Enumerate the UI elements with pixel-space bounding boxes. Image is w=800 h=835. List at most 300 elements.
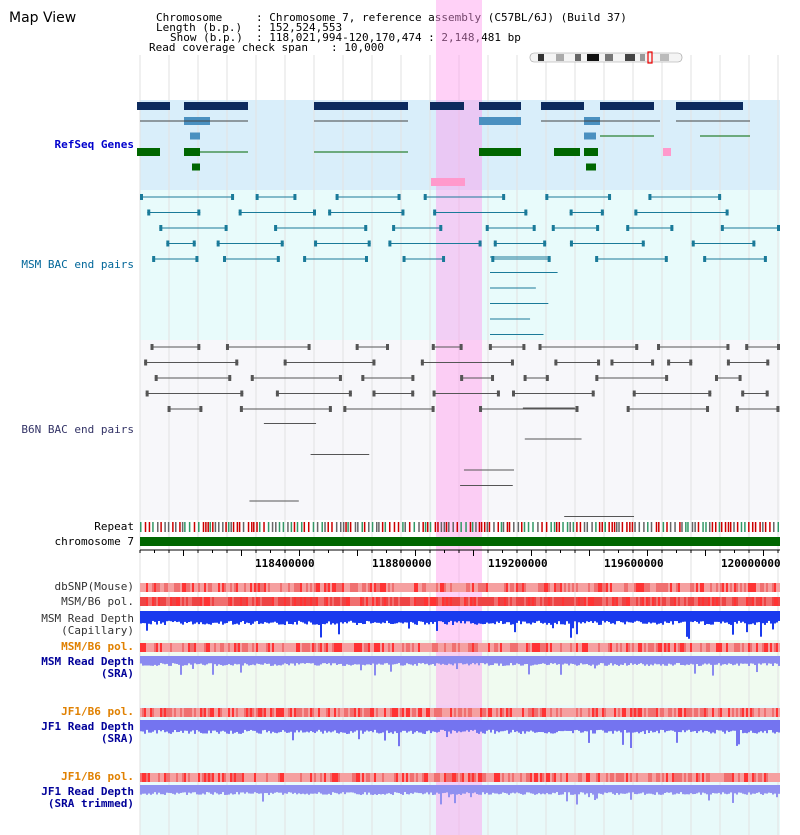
msm-depth-sra-bar bbox=[380, 656, 382, 665]
jf1-b6-pol-trimmed-mark bbox=[560, 773, 562, 782]
msm-depth-capillary-bar bbox=[296, 611, 298, 625]
info-length-value: : 152,524,553 bbox=[256, 21, 343, 34]
repeat-mark bbox=[209, 522, 211, 532]
jf1-depth-sra-bar bbox=[176, 720, 178, 732]
repeat-mark bbox=[666, 522, 668, 532]
jf1-b6-pol-trimmed-mark bbox=[446, 773, 448, 782]
jf1-depth-trimmed-bar bbox=[598, 785, 600, 793]
jf1-b6-pol-mark bbox=[164, 708, 166, 717]
jf1-depth-sra-bar bbox=[222, 720, 224, 731]
msm-b6-pol-sra-mark bbox=[546, 643, 548, 652]
jf1-b6-pol-mark bbox=[146, 708, 148, 717]
jf1-b6-pol-trimmed-mark bbox=[532, 773, 534, 782]
msm-b6-pol-sra-mark bbox=[512, 643, 514, 652]
msm-b6-pol-sra-mark bbox=[284, 643, 286, 652]
msm-depth-capillary-bar bbox=[518, 611, 520, 621]
jf1-b6-pol-trimmed-mark bbox=[650, 773, 652, 782]
jf1-depth-sra-bar bbox=[378, 720, 380, 733]
msm-b6-pol-mark bbox=[192, 597, 194, 606]
msm-b6-pol-sra-mark bbox=[306, 643, 308, 652]
msm-b6-pol-mark bbox=[720, 597, 722, 606]
jf1-b6-pol-trimmed-mark bbox=[304, 773, 306, 782]
jf1-depth-sra-bar bbox=[760, 720, 762, 731]
dbsnp-mark bbox=[208, 583, 210, 592]
msm-depth-sra-bar bbox=[696, 656, 698, 664]
jf1-depth-sra-bar bbox=[542, 720, 544, 732]
jf1-depth-sra-bar bbox=[360, 720, 362, 730]
jf1-depth-trimmed-bar bbox=[334, 785, 336, 793]
msm-b6-pol-sra-mark bbox=[332, 643, 334, 652]
msm-depth-capillary-bar bbox=[140, 611, 142, 623]
msm-depth-capillary-bar bbox=[674, 611, 676, 621]
jf1-depth-trimmed-bar bbox=[668, 785, 670, 793]
msm-b6-pol-mark bbox=[416, 597, 418, 606]
gene-exon bbox=[554, 148, 580, 156]
jf1-depth-sra-bar bbox=[448, 720, 450, 732]
jf1-depth-trimmed-bar bbox=[292, 785, 294, 794]
dbsnp-mark bbox=[704, 583, 706, 592]
b6n-bac-pair bbox=[343, 406, 346, 412]
msm-b6-pol-mark bbox=[696, 597, 698, 606]
msm-b6-pol-sra-mark bbox=[460, 643, 462, 652]
msm-b6-pol-mark bbox=[234, 597, 236, 606]
msm-b6-pol-sra-mark bbox=[384, 643, 386, 652]
jf1-b6-pol-trimmed-mark bbox=[226, 773, 228, 782]
jf1-b6-pol-mark bbox=[586, 708, 588, 717]
jf1-depth-sra-bar bbox=[388, 720, 390, 733]
msm-depth-capillary-bar bbox=[410, 611, 412, 622]
msm-depth-sra-sub-label: (SRA) bbox=[100, 667, 134, 680]
dbsnp-mark bbox=[554, 583, 556, 592]
jf1-depth-trimmed-bar bbox=[200, 785, 202, 795]
msm-depth-capillary-bar bbox=[590, 611, 592, 621]
msm-depth-capillary-bar bbox=[380, 611, 382, 624]
msm-b6-pol-sra-mark bbox=[714, 643, 716, 652]
msm-depth-sra-bar bbox=[296, 656, 298, 663]
jf1-b6-pol-mark bbox=[200, 708, 202, 717]
msm-bac-pair bbox=[764, 256, 767, 262]
msm-depth-capillary-bar bbox=[542, 611, 544, 624]
dbsnp-mark bbox=[578, 583, 580, 592]
jf1-depth-sra-bar bbox=[734, 720, 736, 731]
dbsnp-mark bbox=[594, 583, 596, 592]
msm-depth-capillary-bar bbox=[276, 611, 278, 623]
jf1-b6-pol-trimmed-mark bbox=[294, 773, 296, 782]
msm-depth-sra-bar bbox=[642, 656, 644, 664]
jf1-b6-pol-mark bbox=[646, 708, 648, 717]
msm-depth-sra-bar bbox=[706, 656, 708, 664]
jf1-depth-trimmed-bar bbox=[414, 785, 416, 792]
dbsnp-mark bbox=[606, 583, 608, 592]
jf1-depth-trimmed-bar bbox=[382, 785, 384, 794]
jf1-b6-pol-mark bbox=[752, 708, 754, 717]
jf1-b6-pol-mark bbox=[276, 708, 278, 717]
jf1-b6-pol-mark bbox=[198, 708, 200, 717]
msm-depth-capillary-bar bbox=[164, 611, 166, 625]
jf1-depth-sra-bar bbox=[418, 720, 420, 732]
b6n-bac-pair bbox=[432, 344, 435, 350]
repeat-mark bbox=[251, 522, 253, 532]
dbsnp-mark bbox=[446, 583, 448, 592]
dbsnp-mark bbox=[412, 583, 414, 592]
dbsnp-mark bbox=[324, 583, 326, 592]
jf1-depth-trimmed-bar bbox=[584, 785, 586, 795]
jf1-b6-pol-trimmed-mark bbox=[704, 773, 706, 782]
repeat-mark bbox=[487, 522, 489, 532]
ideogram-band bbox=[605, 54, 613, 61]
gene-exon bbox=[192, 164, 200, 171]
repeat-mark bbox=[248, 522, 250, 532]
b6n-bac-label: B6N BAC end pairs bbox=[21, 423, 134, 436]
jf1-b6-pol-mark bbox=[470, 708, 472, 717]
jf1-depth-trimmed-bar bbox=[330, 785, 332, 795]
msm-b6-pol-sra-mark bbox=[736, 643, 738, 652]
repeat-mark bbox=[378, 522, 380, 532]
jf1-b6-pol-trimmed-mark bbox=[338, 773, 340, 782]
msm-b6-pol-mark bbox=[310, 597, 312, 606]
msm-depth-sra-bar bbox=[480, 656, 482, 663]
dbsnp-mark bbox=[182, 583, 184, 592]
jf1-b6-pol-trimmed-mark bbox=[508, 773, 510, 782]
msm-b6-pol-sra-mark bbox=[266, 643, 268, 652]
jf1-depth-trimmed-bar bbox=[338, 785, 340, 794]
jf1-b6-pol-trimmed-mark bbox=[306, 773, 308, 782]
msm-b6-pol-mark bbox=[428, 597, 430, 606]
msm-depth-sra-bar bbox=[294, 656, 296, 666]
msm-depth-sra-bar bbox=[632, 656, 634, 665]
jf1-depth-trimmed-bar bbox=[336, 785, 338, 793]
msm-depth-sra-bar bbox=[154, 656, 156, 665]
jf1-depth-trimmed-bar bbox=[490, 785, 492, 794]
msm-b6-pol-mark bbox=[546, 597, 548, 606]
msm-b6-pol-sra-mark bbox=[662, 643, 664, 652]
jf1-depth-trimmed-bar bbox=[252, 785, 254, 794]
msm-b6-pol-mark bbox=[420, 597, 422, 606]
jf1-b6-pol-trimmed-mark bbox=[736, 773, 738, 782]
jf1-depth-trimmed-bar bbox=[434, 785, 436, 795]
msm-b6-pol-mark bbox=[774, 597, 776, 606]
jf1-depth-trimmed-bar bbox=[290, 785, 292, 793]
dbsnp-mark bbox=[374, 583, 376, 592]
msm-depth-capillary-bar bbox=[142, 611, 144, 623]
b6n-bac-pair bbox=[228, 375, 231, 381]
dbsnp-mark bbox=[246, 583, 248, 592]
repeat-mark bbox=[715, 522, 717, 532]
repeat-mark bbox=[524, 522, 526, 532]
msm-depth-capillary-bar bbox=[706, 611, 708, 624]
msm-depth-capillary-bar bbox=[318, 611, 320, 625]
jf1-depth-trimmed-bar bbox=[590, 785, 592, 793]
msm-b6-pol-mark bbox=[728, 597, 730, 606]
msm-b6-pol-mark bbox=[686, 597, 688, 606]
jf1-depth-sra-bar bbox=[682, 720, 684, 730]
dbsnp-mark bbox=[340, 583, 342, 592]
msm-depth-capillary-bar bbox=[660, 611, 662, 623]
msm-depth-capillary-bar bbox=[294, 611, 296, 622]
msm-depth-sra-bar bbox=[688, 656, 690, 665]
jf1-depth-sra-bar bbox=[184, 720, 186, 731]
msm-b6-pol-mark bbox=[238, 597, 240, 606]
msm-b6-pol-mark bbox=[674, 597, 676, 606]
jf1-depth-sra-bar bbox=[432, 720, 434, 731]
msm-b6-pol-mark bbox=[140, 597, 142, 606]
msm-b6-pol-sra-mark bbox=[772, 643, 774, 652]
jf1-b6-pol-trimmed-mark bbox=[664, 773, 666, 782]
jf1-depth-trimmed-bar bbox=[146, 785, 148, 795]
msm-depth-capillary-bar bbox=[204, 611, 206, 624]
jf1-b6-pol-mark bbox=[572, 708, 574, 717]
jf1-depth-trimmed-label: JF1 Read Depth bbox=[41, 785, 134, 798]
jf1-depth-sra-bar bbox=[242, 720, 244, 733]
jf1-depth-sra-bar bbox=[696, 720, 698, 733]
jf1-b6-pol-mark bbox=[268, 708, 270, 717]
repeat-mark bbox=[518, 522, 520, 532]
msm-depth-sra-bar bbox=[518, 656, 520, 664]
dbsnp-mark bbox=[566, 583, 568, 592]
dbsnp-mark bbox=[312, 583, 314, 592]
jf1-depth-sra-bar bbox=[586, 720, 588, 731]
jf1-b6-pol-trimmed-mark bbox=[230, 773, 232, 782]
jf1-depth-sra-bar bbox=[748, 720, 750, 732]
jf1-b6-pol-mark bbox=[416, 708, 418, 717]
jf1-depth-sra-bar bbox=[288, 720, 290, 733]
jf1-depth-trimmed-bar bbox=[404, 785, 406, 792]
msm-depth-sra-bar bbox=[242, 656, 244, 666]
msm-b6-pol-sra-mark bbox=[678, 643, 680, 652]
msm-depth-sra-bar bbox=[674, 656, 676, 665]
msm-depth-capillary-bar bbox=[180, 611, 182, 623]
msm-depth-capillary-bar bbox=[694, 611, 696, 621]
msm-b6-pol-sra-mark bbox=[320, 643, 322, 652]
jf1-depth-trimmed-bar bbox=[448, 785, 450, 797]
jf1-b6-pol-mark bbox=[218, 708, 220, 717]
dbsnp-mark bbox=[230, 583, 232, 592]
repeat-mark bbox=[737, 522, 739, 532]
jf1-depth-sra-bar bbox=[554, 720, 556, 733]
msm-depth-sra-bar bbox=[400, 656, 402, 665]
jf1-depth-trimmed-bar bbox=[408, 785, 410, 794]
msm-depth-sra-bar bbox=[362, 656, 364, 665]
jf1-depth-trimmed-bar bbox=[664, 785, 666, 793]
b6n-bac-pair bbox=[651, 360, 654, 366]
jf1-depth-trimmed-bar bbox=[262, 785, 264, 802]
repeat-mark bbox=[591, 522, 593, 532]
msm-depth-sra-bar bbox=[690, 656, 692, 664]
jf1-b6-pol-trimmed-mark bbox=[596, 773, 598, 782]
jf1-b6-pol-trimmed-mark bbox=[272, 773, 274, 782]
jf1-depth-sra-bar bbox=[316, 720, 318, 731]
msm-depth-sra-bar bbox=[312, 656, 314, 663]
jf1-b6-pol-trimmed-mark bbox=[684, 773, 686, 782]
msm-depth-capillary-bar bbox=[632, 611, 634, 623]
repeat-mark bbox=[291, 522, 293, 532]
dbsnp-mark bbox=[404, 583, 406, 592]
dbsnp-mark bbox=[252, 583, 254, 592]
jf1-depth-sra-bar bbox=[424, 720, 426, 734]
jf1-b6-pol-mark bbox=[360, 708, 362, 717]
msm-depth-sra-bar bbox=[332, 656, 334, 663]
msm-b6-pol-mark bbox=[734, 597, 736, 606]
msm-depth-capillary-bar bbox=[150, 611, 152, 624]
jf1-depth-sra-bar bbox=[210, 720, 212, 733]
jf1-b6-pol-trimmed-mark bbox=[738, 773, 740, 782]
jf1-b6-pol-trimmed-mark bbox=[232, 773, 234, 782]
dbsnp-mark bbox=[632, 583, 634, 592]
jf1-b6-pol-trimmed-mark bbox=[612, 773, 614, 782]
msm-bac-pair bbox=[274, 225, 277, 231]
jf1-depth-sra-bar bbox=[560, 720, 562, 731]
jf1-depth-trimmed-bar bbox=[214, 785, 216, 792]
dbsnp-mark bbox=[254, 583, 256, 592]
b6n-bac-pair bbox=[575, 406, 578, 412]
jf1-b6-pol-mark bbox=[708, 708, 710, 717]
jf1-depth-trimmed-bar bbox=[224, 785, 226, 795]
msm-b6-pol-sra-mark bbox=[564, 643, 566, 652]
jf1-depth-sra-bar bbox=[348, 720, 350, 734]
msm-b6-pol-sra-mark bbox=[434, 643, 436, 652]
jf1-depth-sra-bar bbox=[744, 720, 746, 733]
jf1-b6-pol-mark bbox=[450, 708, 452, 717]
jf1-depth-sra-bar bbox=[452, 720, 454, 730]
repeat-mark bbox=[452, 522, 454, 532]
jf1-depth-sra-bar bbox=[194, 720, 196, 734]
msm-depth-sra-bar bbox=[568, 656, 570, 665]
msm-b6-pol-sra-mark bbox=[742, 643, 744, 652]
msm-depth-sra-bar bbox=[570, 656, 572, 664]
msm-b6-pol-sra-mark bbox=[280, 643, 282, 652]
jf1-depth-sra-bar bbox=[466, 720, 468, 730]
msm-depth-capillary-bar bbox=[234, 611, 236, 624]
dbsnp-mark bbox=[576, 583, 578, 592]
jf1-b6-pol-trimmed-mark bbox=[346, 773, 348, 782]
msm-b6-pol-mark bbox=[282, 597, 284, 606]
msm-b6-pol-mark bbox=[188, 597, 190, 606]
jf1-depth-trimmed-bar bbox=[582, 785, 584, 793]
msm-b6-pol-mark bbox=[402, 597, 404, 606]
msm-depth-sra-bar bbox=[388, 656, 390, 665]
msm-bac-pair bbox=[543, 241, 546, 247]
repeat-mark bbox=[501, 522, 503, 532]
jf1-b6-pol-trimmed-mark bbox=[540, 773, 542, 782]
jf1-b6-pol-mark bbox=[448, 708, 450, 717]
msm-b6-pol-sra-mark bbox=[482, 643, 484, 652]
msm-depth-sra-bar bbox=[298, 656, 300, 664]
msm-b6-pol-sra-mark bbox=[658, 643, 660, 652]
jf1-b6-pol-trimmed-mark bbox=[692, 773, 694, 782]
msm-b6-pol-mark bbox=[538, 597, 540, 606]
dbsnp-mark bbox=[756, 583, 758, 592]
jf1-b6-pol-mark bbox=[672, 708, 674, 717]
msm-depth-capillary-bar bbox=[510, 611, 512, 625]
jf1-depth-sra-bar bbox=[728, 720, 730, 732]
dbsnp-mark bbox=[416, 583, 418, 592]
msm-bac-pair bbox=[548, 256, 551, 262]
jf1-b6-pol-mark bbox=[370, 708, 372, 717]
dbsnp-mark bbox=[426, 583, 428, 592]
msm-b6-pol-mark bbox=[210, 597, 212, 606]
msm-bac-pair bbox=[670, 225, 673, 231]
jf1-b6-pol-trimmed-mark bbox=[204, 773, 206, 782]
msm-depth-sra-bar bbox=[406, 656, 408, 663]
jf1-b6-pol-mark bbox=[280, 708, 282, 717]
dbsnp-mark bbox=[244, 583, 246, 592]
jf1-depth-sra-bar bbox=[612, 720, 614, 734]
jf1-b6-pol-mark bbox=[640, 708, 642, 717]
msm-b6-pol-sra-mark bbox=[182, 643, 184, 652]
jf1-depth-trimmed-bar bbox=[682, 785, 684, 794]
jf1-b6-pol-trimmed-mark bbox=[716, 773, 718, 782]
msm-b6-pol-mark bbox=[336, 597, 338, 606]
msm-b6-pol-mark bbox=[230, 597, 232, 606]
jf1-depth-sra-bar bbox=[580, 720, 582, 733]
msm-b6-pol-sra-mark bbox=[654, 643, 656, 652]
dbsnp-mark bbox=[624, 583, 626, 592]
jf1-b6-pol-trimmed-mark bbox=[552, 773, 554, 782]
b6n-bac-pair bbox=[226, 344, 229, 350]
msm-b6-pol-sra-mark bbox=[566, 643, 568, 652]
repeat-mark bbox=[345, 522, 347, 532]
msm-b6-pol-mark bbox=[352, 597, 354, 606]
jf1-b6-pol-mark bbox=[634, 708, 636, 717]
dbsnp-mark bbox=[380, 583, 382, 592]
msm-depth-capillary-bar bbox=[160, 611, 162, 624]
dbsnp-mark bbox=[580, 583, 582, 592]
jf1-b6-pol-trimmed-mark bbox=[762, 773, 764, 782]
msm-depth-capillary-bar bbox=[652, 611, 654, 623]
dbsnp-mark bbox=[394, 583, 396, 592]
msm-b6-pol-mark bbox=[542, 597, 544, 606]
repeat-mark bbox=[448, 522, 450, 532]
dbsnp-mark bbox=[634, 583, 636, 592]
jf1-b6-pol-trimmed-mark bbox=[708, 773, 710, 782]
msm-depth-sra-bar bbox=[746, 656, 748, 664]
msm-b6-pol-sra-mark bbox=[396, 643, 398, 652]
msm-b6-pol-sra-mark bbox=[514, 643, 516, 652]
jf1-b6-pol-trimmed-mark bbox=[464, 773, 466, 782]
jf1-b6-pol-mark bbox=[722, 708, 724, 717]
jf1-depth-sra-bar bbox=[192, 720, 194, 730]
dbsnp-mark bbox=[226, 583, 228, 592]
msm-b6-pol-sra-mark bbox=[328, 643, 330, 652]
msm-depth-capillary-bar bbox=[558, 611, 560, 621]
jf1-b6-pol-trimmed-mark bbox=[608, 773, 610, 782]
msm-b6-pol-mark bbox=[324, 597, 326, 606]
msm-depth-sra-bar bbox=[604, 656, 606, 666]
jf1-b6-pol-trimmed-mark bbox=[534, 773, 536, 782]
jf1-depth-trimmed-bar bbox=[694, 785, 696, 794]
jf1-b6-pol-trimmed-mark bbox=[292, 773, 294, 782]
jf1-b6-pol-mark bbox=[438, 708, 440, 717]
jf1-depth-trimmed-bar bbox=[544, 785, 546, 794]
msm-b6-pol-sra-mark bbox=[454, 643, 456, 652]
msm-b6-pol-sra-mark bbox=[214, 643, 216, 652]
dbsnp-mark bbox=[330, 583, 332, 592]
msm-depth-capillary-bar bbox=[148, 611, 150, 624]
msm-depth-capillary-bar bbox=[256, 611, 258, 621]
msm-depth-sra-bar bbox=[216, 656, 218, 666]
msm-b6-pol-sra-mark bbox=[524, 643, 526, 652]
dbsnp-mark bbox=[444, 583, 446, 592]
msm-b6-pol-sra-mark bbox=[370, 643, 372, 652]
msm-depth-sra-bar bbox=[668, 656, 670, 664]
jf1-b6-pol-trimmed-mark bbox=[632, 773, 634, 782]
dbsnp-mark bbox=[570, 583, 572, 592]
dbsnp-mark bbox=[694, 583, 696, 592]
jf1-depth-trimmed-bar bbox=[646, 785, 648, 794]
msm-b6-pol-mark bbox=[202, 597, 204, 606]
info-chromosome-key: Chromosome bbox=[156, 11, 223, 24]
jf1-depth-trimmed-bar bbox=[148, 785, 150, 794]
